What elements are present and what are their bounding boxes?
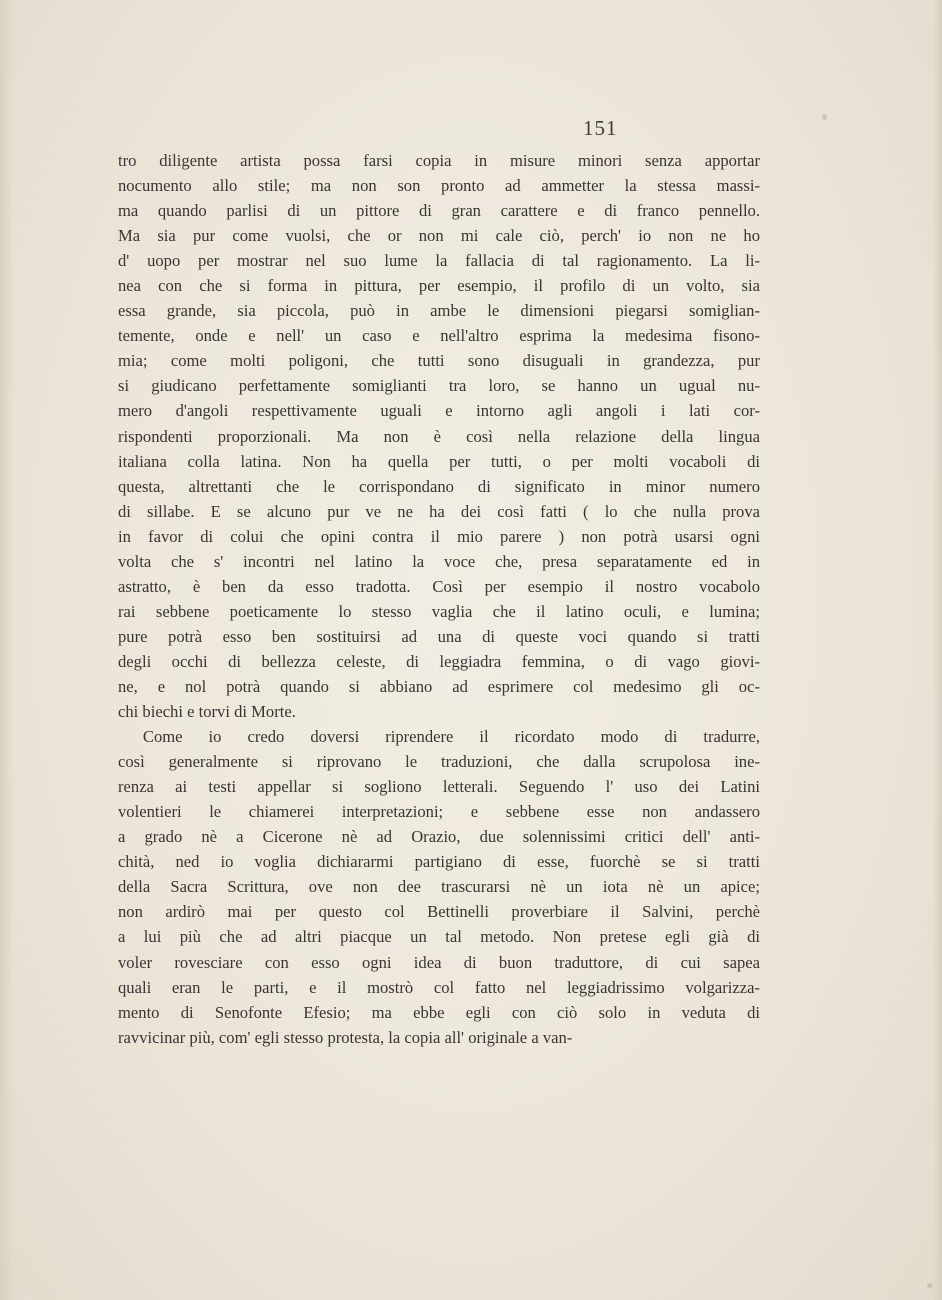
text-line: non ardirò mai per questo col Bettinelli proverbiare il Salvini, perchè — [118, 902, 760, 922]
text-line: della Sacra Scrittura, ove non dee trascurarsi nè un iota nè un apice; — [118, 877, 760, 897]
text-line: mento di Senofonte Efesio; ma ebbe egli con ciò solo in veduta di — [118, 1002, 760, 1022]
text-line: temente, onde e nell' un caso e nell'altro esprima la medesima fisono- — [118, 326, 760, 346]
text-line: di sillabe. E se alcuno pur ve ne ha dei così fatti ( lo che nulla prova — [118, 501, 760, 521]
page-edge-left — [0, 0, 14, 1300]
page-number: 151 — [583, 116, 618, 140]
text-line: a lui più che ad altri piacque un tal metodo. Non pretese egli già di — [118, 927, 760, 947]
text-line: questa, altrettanti che le corrispondano di significato in minor numero — [118, 476, 760, 496]
text-line: pure potrà esso ben sostituirsi ad una di queste voci quando si tratti — [118, 626, 760, 646]
paper-spot — [927, 1283, 933, 1288]
text-line: Come io credo doversi riprendere il ricordato modo di tradurre, — [142, 727, 760, 747]
text-line: chità, ned io voglia dichiararmi partigiano di esse, fuorchè se si tratti — [118, 852, 760, 872]
paper-spot — [822, 114, 827, 120]
text-line: voler rovesciare con esso ogni idea di buon traduttore, di cui sapea — [118, 952, 760, 972]
text-line: tro diligente artista possa farsi copia in misure minori senza apportar — [118, 151, 760, 170]
text-line: nea con che si forma in pittura, per esempio, il profilo di un volto, sia — [118, 276, 760, 296]
text-line: rai sebbene poeticamente lo stesso vaglia che il latino oculi, e lumina; — [118, 601, 760, 621]
text-line: mero d'angoli respettivamente uguali e intorno agli angoli i lati cor- — [118, 401, 760, 421]
text-line: Ma sia pur come vuolsi, che or non mi cale ciò, perch' io non ne ho — [118, 226, 760, 246]
text-line: renza ai testi appellar si sogliono letterali. Seguendo l' uso dei Latini — [118, 777, 760, 797]
paragraph — [118, 148, 760, 724]
text-line: d' uopo per mostrar nel suo lume la fallacia di tal ragionamento. La li- — [118, 251, 760, 271]
text-line: così generalmente si riprovano le traduzioni, che dalla scrupolosa ine- — [118, 752, 760, 772]
text-line: degli occhi di bellezza celeste, di leggiadra femmina, o di vago giovi- — [118, 651, 760, 671]
text-line: essa grande, sia piccola, può in ambe le dimensioni piegarsi somiglian- — [118, 301, 760, 321]
text-line: ne, e nol potrà quando si abbiano ad esprimere col medesimo gli oc- — [118, 676, 760, 696]
text-line: ma quando parlisi di un pittore di gran carattere e di franco pennello. — [118, 201, 760, 221]
text-line: chi biechi e torvi di Morte. — [118, 702, 296, 722]
text-line: nocumento allo stile; ma non son pronto ad ammetter la stessa massi- — [118, 176, 760, 196]
text-line: rispondenti proporzionali. Ma non è così nella relazione della lingua — [118, 426, 760, 446]
text-line: volta che s' incontri nel latino la voce che, presa separatamente ed in — [118, 551, 760, 571]
paragraph — [118, 724, 760, 1050]
page-edge-right — [932, 0, 942, 1300]
text-line: volentieri le chiamerei interpretazioni; e sebbene esse non andassero — [118, 802, 760, 822]
text-line: a grado nè a Cicerone nè ad Orazio, due solennissimi critici dell' anti- — [118, 827, 760, 847]
text-line: astratto, è ben da esso tradotta. Così per esempio il nostro vocabolo — [118, 576, 760, 596]
text-line: si giudicano perfettamente somiglianti tra loro, se hanno un ugual nu- — [118, 376, 760, 396]
body-text — [118, 148, 760, 1050]
text-line: ravvicinar più, com' egli stesso protesta, la copia all' originale a van- — [118, 1027, 573, 1047]
text-line: italiana colla latina. Non ha quella per tutti, o per molti vocaboli di — [118, 451, 760, 471]
text-line: mia; come molti poligoni, che tutti sono disuguali in grandezza, pur — [118, 351, 760, 371]
text-line: quali eran le parti, e il mostrò col fatto nel leggiadrissimo volgarizza- — [118, 977, 760, 997]
text-line: in favor di colui che opini contra il mio parere ) non potrà usarsi ogni — [118, 526, 760, 546]
